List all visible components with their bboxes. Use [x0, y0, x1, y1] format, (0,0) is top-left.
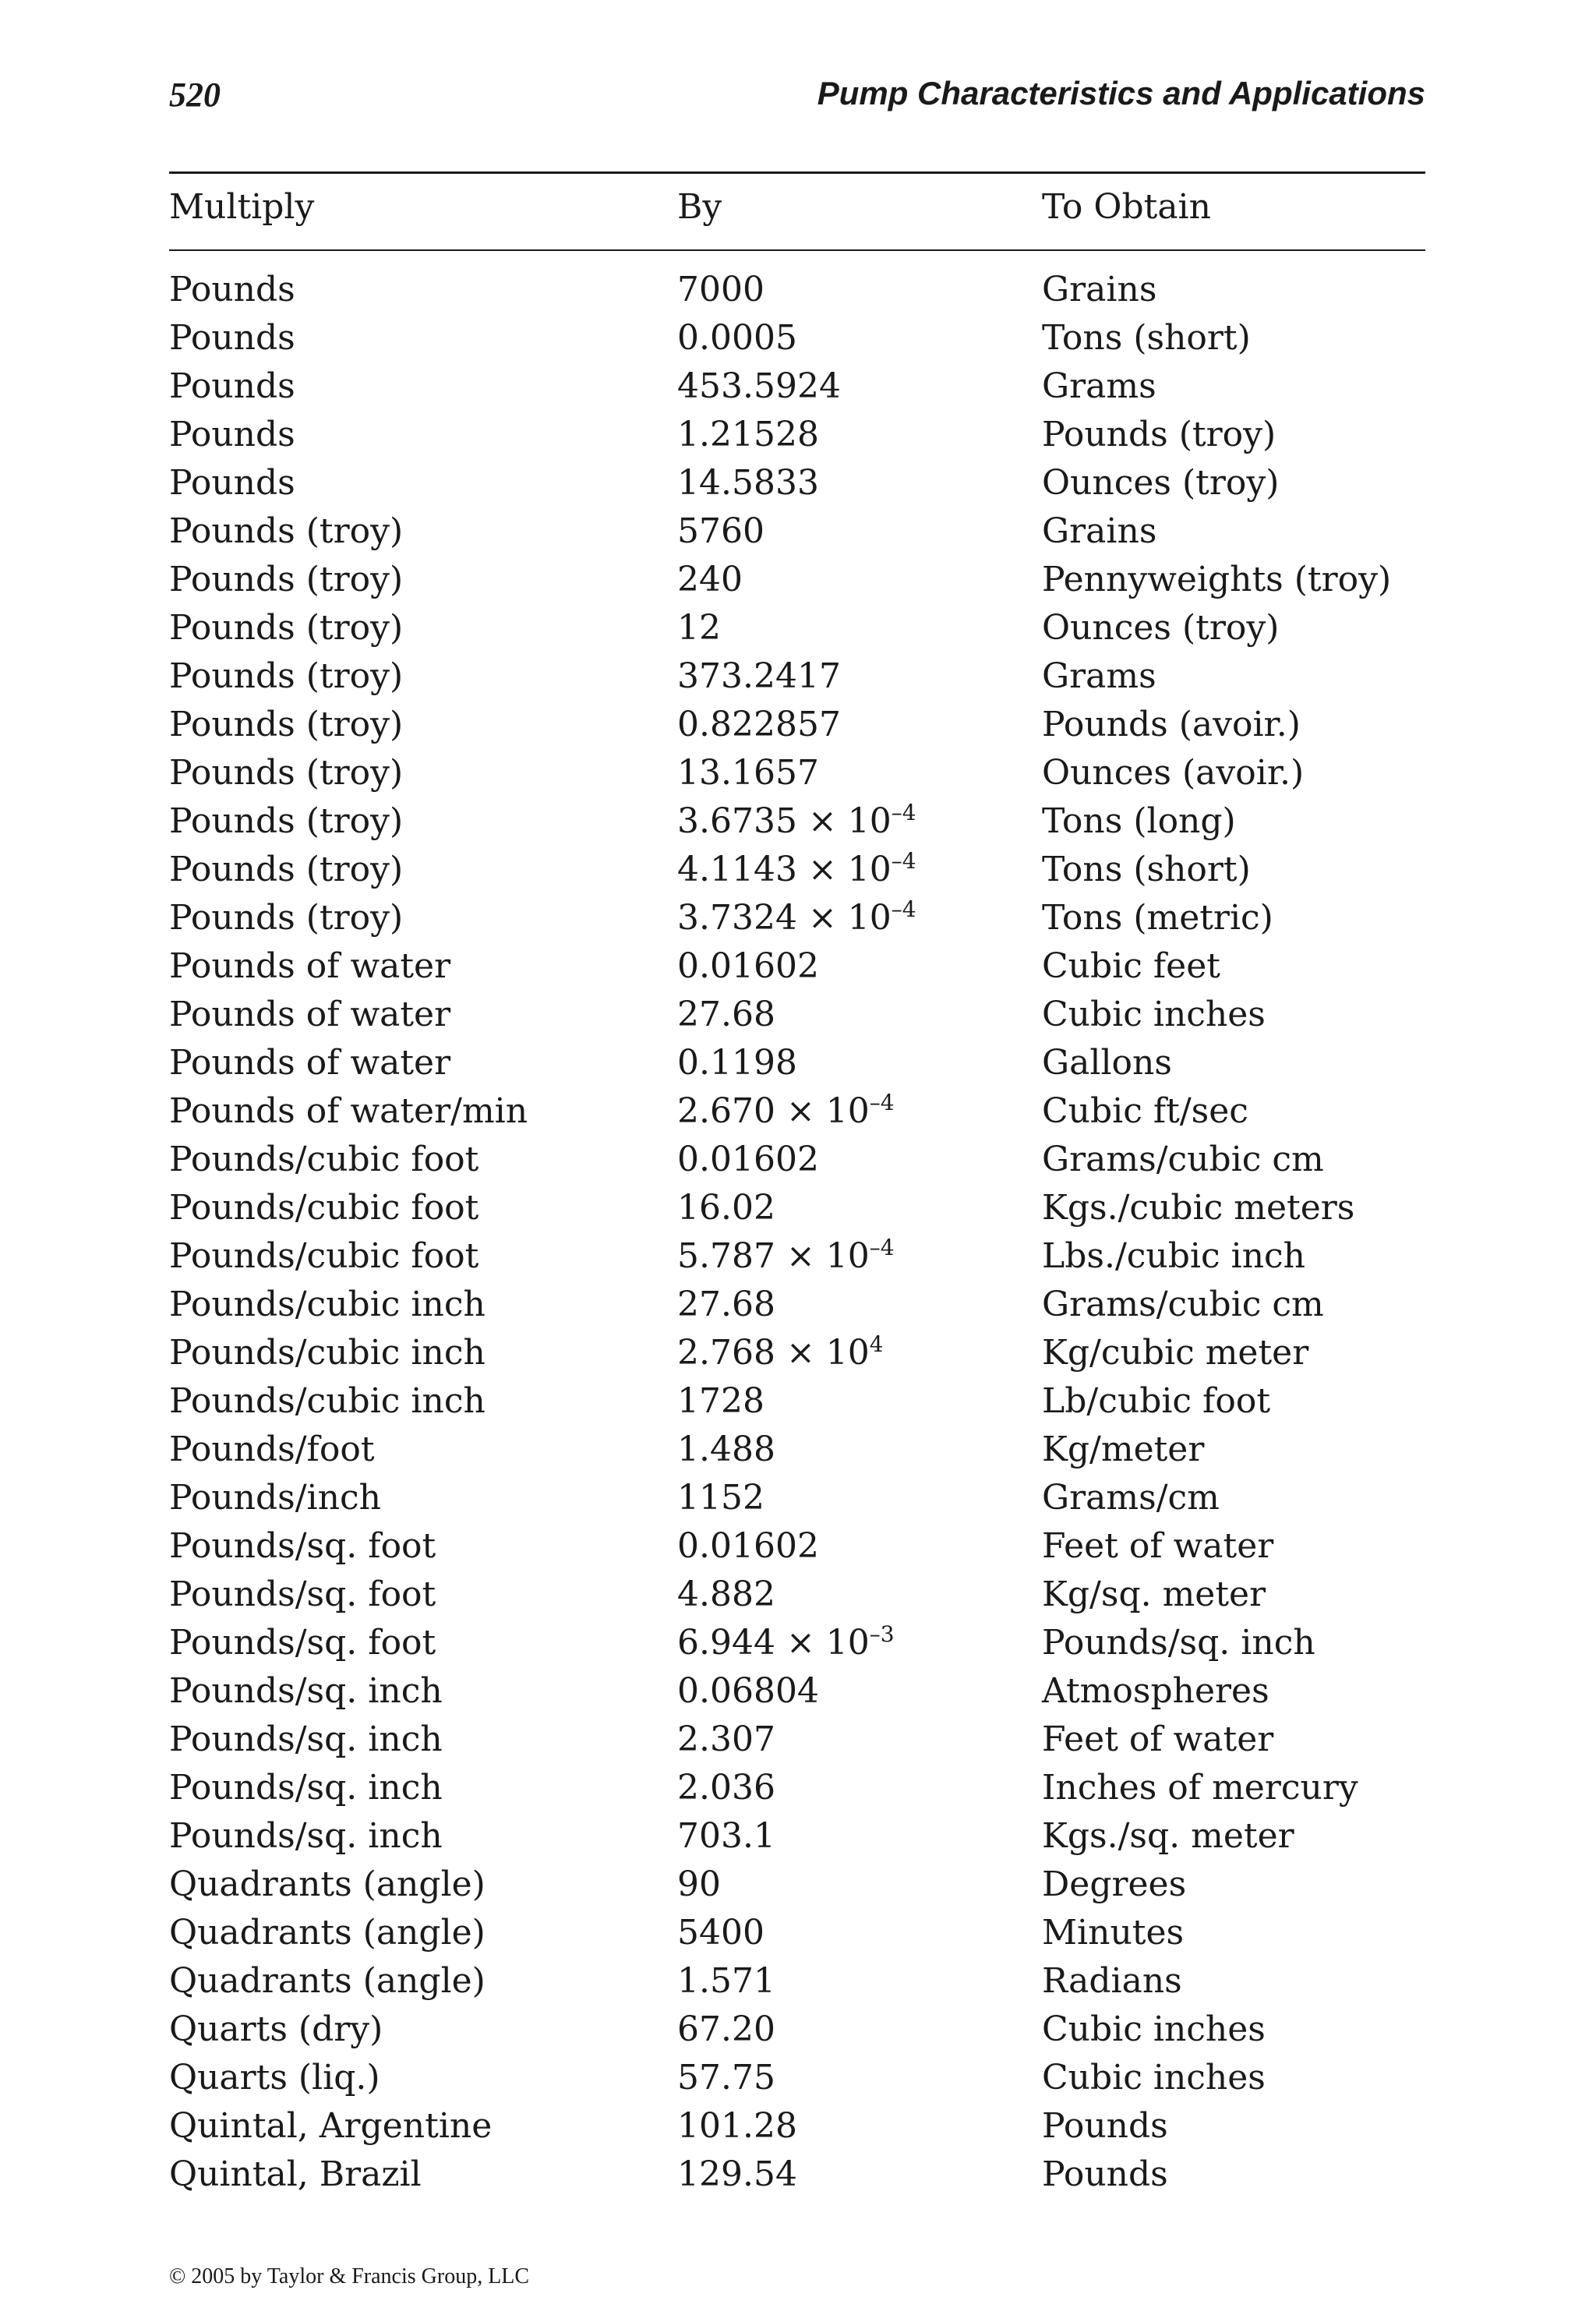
- cell-multiply: Pounds (troy): [169, 656, 404, 696]
- page-header: [169, 75, 1425, 122]
- cell-by: [677, 2151, 797, 2199]
- table-row: [169, 1426, 1425, 1474]
- table-row: [169, 556, 1425, 604]
- table-row: [169, 701, 1425, 749]
- cell-by-value: 4.1143 × 10: [677, 850, 892, 889]
- cell-by: [677, 894, 916, 946]
- cell-by-value: 373.2417: [677, 656, 841, 696]
- cell-by: [677, 2102, 797, 2151]
- cell-multiply: Pounds (troy): [169, 898, 404, 938]
- cell-to-obtain: Pounds/sq. inch: [1042, 1623, 1315, 1663]
- cell-to-obtain: Pounds (troy): [1042, 415, 1276, 454]
- cell-to-obtain: Cubic inches: [1042, 995, 1266, 1034]
- cell-by: [677, 1716, 775, 1764]
- cell-to-obtain: Tons (long): [1042, 801, 1236, 841]
- cell-by: [677, 1136, 819, 1184]
- table-row: [169, 1474, 1425, 1522]
- cell-to-obtain: Pounds: [1042, 2106, 1168, 2146]
- cell-multiply: Pounds/cubic foot: [169, 1188, 479, 1228]
- table-row: [169, 1184, 1425, 1232]
- cell-by-value: 5.787 × 10: [677, 1236, 870, 1276]
- cell-to-obtain: Grams: [1042, 366, 1156, 406]
- column-header-by: By: [677, 187, 722, 227]
- cell-multiply: Pounds/cubic inch: [169, 1381, 486, 1421]
- column-header-to-obtain: To Obtain: [1042, 187, 1211, 227]
- cell-by: [677, 2054, 775, 2102]
- table-row: [169, 459, 1425, 507]
- cell-multiply: Pounds: [169, 415, 295, 454]
- table-row: [169, 314, 1425, 362]
- cell-by-exponent: 4: [869, 1331, 884, 1357]
- cell-multiply: Quarts (liq.): [169, 2058, 380, 2098]
- cell-to-obtain: Gallons: [1042, 1043, 1172, 1083]
- table-row: [169, 797, 1425, 846]
- cell-by-exponent: –4: [891, 848, 916, 874]
- cell-multiply: Pounds (troy): [169, 705, 404, 744]
- cell-to-obtain: Tons (short): [1042, 850, 1251, 889]
- cell-by: [677, 314, 797, 362]
- cell-by: [677, 266, 764, 314]
- running-title: Pump Characteristics and Applications: [817, 75, 1425, 111]
- cell-by: [677, 1329, 884, 1381]
- cell-by-value: 2.670 × 10: [677, 1091, 870, 1131]
- cell-multiply: Pounds/sq. foot: [169, 1526, 436, 1566]
- cell-by: [677, 1957, 775, 2006]
- cell-multiply: Quarts (dry): [169, 2009, 383, 2049]
- table-row: [169, 362, 1425, 411]
- cell-by: [677, 652, 841, 701]
- cell-by-value: 13.1657: [677, 753, 819, 793]
- cell-by: [677, 942, 819, 991]
- cell-multiply: Quadrants (angle): [169, 1913, 486, 1953]
- cell-multiply: Pounds/cubic inch: [169, 1333, 486, 1373]
- cell-to-obtain: Ounces (avoir.): [1042, 753, 1305, 793]
- cell-by: [677, 362, 841, 411]
- cell-by-value: 0.01602: [677, 1526, 819, 1566]
- cell-by-value: 0.1198: [677, 1043, 797, 1083]
- cell-to-obtain: Grams: [1042, 656, 1156, 696]
- table-row: [169, 266, 1425, 314]
- cell-multiply: Pounds/cubic foot: [169, 1140, 479, 1179]
- cell-multiply: Pounds (troy): [169, 850, 404, 889]
- cell-to-obtain: Inches of mercury: [1042, 1768, 1358, 1808]
- cell-by: [677, 1812, 775, 1861]
- cell-by-value: 1.488: [677, 1430, 775, 1469]
- cell-multiply: Quadrants (angle): [169, 1864, 486, 1904]
- table-row: [169, 846, 1425, 894]
- cell-by: [677, 1571, 775, 1619]
- table-row: [169, 1232, 1425, 1281]
- cell-by-value: 4.882: [677, 1575, 775, 1614]
- copyright-footer: © 2005 by Taylor & Francis Group, LLC: [169, 2264, 530, 2288]
- cell-to-obtain: Grams/cubic cm: [1042, 1285, 1324, 1324]
- table-row: [169, 1861, 1425, 1909]
- cell-multiply: Pounds of water: [169, 995, 451, 1034]
- cell-by-exponent: –4: [869, 1235, 895, 1260]
- cell-by-value: 3.7324 × 10: [677, 898, 892, 938]
- cell-to-obtain: Cubic feet: [1042, 946, 1220, 986]
- table-row: [169, 1667, 1425, 1716]
- cell-to-obtain: Tons (metric): [1042, 898, 1273, 938]
- cell-by: [677, 1232, 895, 1285]
- cell-by-value: 0.06804: [677, 1671, 819, 1711]
- cell-by-value: 27.68: [677, 995, 775, 1034]
- cell-to-obtain: Ounces (troy): [1042, 608, 1280, 648]
- cell-by-value: 101.28: [677, 2106, 797, 2146]
- cell-by: [677, 1667, 819, 1716]
- cell-multiply: Pounds of water: [169, 946, 451, 986]
- table-row: [169, 2006, 1425, 2054]
- cell-multiply: Pounds/sq. foot: [169, 1623, 436, 1663]
- cell-by: [677, 749, 819, 797]
- cell-by-value: 1.21528: [677, 415, 819, 454]
- table-row: [169, 1136, 1425, 1184]
- cell-by-value: 1728: [677, 1381, 764, 1421]
- cell-multiply: Pounds (troy): [169, 801, 404, 841]
- cell-multiply: Pounds/sq. inch: [169, 1719, 443, 1759]
- cell-by: [677, 1861, 721, 1909]
- cell-multiply: Pounds: [169, 463, 295, 503]
- cell-multiply: Quintal, Argentine: [169, 2106, 493, 2146]
- cell-by: [677, 459, 819, 507]
- table-row: [169, 2151, 1425, 2199]
- table-row: [169, 1812, 1425, 1861]
- page-number: 520: [169, 76, 221, 114]
- cell-multiply: Pounds/foot: [169, 1430, 375, 1469]
- cell-by-value: 90: [677, 1864, 721, 1904]
- cell-by-value: 0.822857: [677, 705, 841, 744]
- cell-multiply: Pounds/sq. inch: [169, 1768, 443, 1808]
- cell-by-exponent: –4: [891, 800, 916, 825]
- table-row: [169, 1039, 1425, 1087]
- cell-multiply: Pounds (troy): [169, 608, 404, 648]
- cell-multiply: Pounds/inch: [169, 1478, 381, 1518]
- cell-by: [677, 1184, 775, 1232]
- cell-multiply: Pounds: [169, 366, 295, 406]
- table-row: [169, 1087, 1425, 1136]
- cell-multiply: Pounds: [169, 318, 295, 358]
- table-row: [169, 2102, 1425, 2151]
- cell-by-value: 3.6735 × 10: [677, 801, 892, 841]
- cell-to-obtain: Kgs./sq. meter: [1042, 1816, 1294, 1856]
- cell-by: [677, 507, 764, 556]
- table-row: [169, 1522, 1425, 1571]
- cell-by: [677, 1764, 775, 1812]
- cell-by: [677, 1377, 764, 1426]
- cell-by: [677, 1619, 895, 1671]
- cell-to-obtain: Tons (short): [1042, 318, 1251, 358]
- cell-by-value: 2.307: [677, 1719, 775, 1759]
- cell-multiply: Pounds of water/min: [169, 1091, 528, 1131]
- table-row: [169, 1281, 1425, 1329]
- cell-to-obtain: Cubic inches: [1042, 2058, 1266, 2098]
- cell-to-obtain: Grains: [1042, 511, 1157, 551]
- table-row: [169, 652, 1425, 701]
- cell-by: [677, 1281, 775, 1329]
- cell-multiply: Pounds/sq. foot: [169, 1575, 436, 1614]
- cell-by-value: 27.68: [677, 1285, 775, 1324]
- cell-to-obtain: Degrees: [1042, 1864, 1187, 1904]
- cell-to-obtain: Pounds: [1042, 2154, 1168, 2194]
- cell-by: [677, 604, 721, 652]
- cell-by-value: 129.54: [677, 2154, 797, 2194]
- cell-by: [677, 701, 841, 749]
- cell-by-value: 16.02: [677, 1188, 775, 1228]
- cell-by-value: 1152: [677, 1478, 764, 1518]
- cell-to-obtain: Cubic ft/sec: [1042, 1091, 1248, 1131]
- table-row: [169, 991, 1425, 1039]
- cell-by: [677, 411, 819, 459]
- table-row: [169, 1957, 1425, 2006]
- table-row: [169, 1764, 1425, 1812]
- cell-by: [677, 1426, 775, 1474]
- table-row: [169, 411, 1425, 459]
- cell-multiply: Pounds/cubic foot: [169, 1236, 479, 1276]
- cell-multiply: Quintal, Brazil: [169, 2154, 422, 2194]
- table-row: [169, 1329, 1425, 1377]
- cell-multiply: Pounds/cubic inch: [169, 1285, 486, 1324]
- cell-by-exponent: –4: [891, 896, 916, 922]
- cell-by-value: 5400: [677, 1913, 764, 1953]
- table-body: [169, 266, 1425, 2199]
- cell-by: [677, 1039, 797, 1087]
- cell-by: [677, 2006, 775, 2054]
- cell-to-obtain: Feet of water: [1042, 1719, 1274, 1759]
- cell-by-value: 0.0005: [677, 318, 797, 358]
- table-row: [169, 749, 1425, 797]
- table-row: [169, 1571, 1425, 1619]
- cell-by: [677, 991, 775, 1039]
- cell-to-obtain: Kg/cubic meter: [1042, 1333, 1309, 1373]
- cell-by-value: 12: [677, 608, 721, 648]
- cell-multiply: Pounds/sq. inch: [169, 1671, 443, 1711]
- table-row: [169, 2054, 1425, 2102]
- cell-by-value: 6.944 × 10: [677, 1623, 870, 1663]
- cell-by-value: 14.5833: [677, 463, 819, 503]
- table-header: [169, 187, 1425, 242]
- cell-by: [677, 1474, 764, 1522]
- cell-multiply: Pounds (troy): [169, 560, 404, 599]
- cell-by: [677, 1909, 764, 1957]
- cell-by-value: 240: [677, 560, 743, 599]
- cell-by: [677, 1522, 819, 1571]
- table-row: [169, 1619, 1425, 1667]
- cell-multiply: Pounds: [169, 270, 295, 309]
- cell-to-obtain: Grams/cm: [1042, 1478, 1220, 1518]
- cell-by-value: 67.20: [677, 2009, 775, 2049]
- cell-to-obtain: Feet of water: [1042, 1526, 1274, 1566]
- cell-multiply: Pounds of water: [169, 1043, 451, 1083]
- cell-to-obtain: Kg/meter: [1042, 1430, 1205, 1469]
- cell-by: [677, 1087, 895, 1140]
- cell-by-value: 0.01602: [677, 1140, 819, 1179]
- cell-to-obtain: Cubic inches: [1042, 2009, 1266, 2049]
- table-top-rule: [169, 171, 1425, 174]
- cell-by: [677, 556, 743, 604]
- cell-by: [677, 846, 916, 898]
- cell-by-value: 57.75: [677, 2058, 775, 2098]
- cell-by: [677, 797, 916, 850]
- cell-to-obtain: Radians: [1042, 1961, 1182, 2001]
- cell-to-obtain: Kg/sq. meter: [1042, 1575, 1266, 1614]
- cell-by-value: 5760: [677, 511, 764, 551]
- cell-to-obtain: Kgs./cubic meters: [1042, 1188, 1355, 1228]
- cell-multiply: Pounds/sq. inch: [169, 1816, 443, 1856]
- cell-by-value: 2.768 × 10: [677, 1333, 870, 1373]
- cell-to-obtain: Minutes: [1042, 1913, 1185, 1953]
- cell-by-value: 0.01602: [677, 946, 819, 986]
- cell-by-value: 703.1: [677, 1816, 775, 1856]
- cell-by-value: 453.5924: [677, 366, 841, 406]
- cell-by-value: 7000: [677, 270, 764, 309]
- cell-to-obtain: Atmospheres: [1042, 1671, 1269, 1711]
- table-row: [169, 1377, 1425, 1426]
- cell-to-obtain: Pounds (avoir.): [1042, 705, 1301, 744]
- cell-to-obtain: Ounces (troy): [1042, 463, 1280, 503]
- table-row: [169, 507, 1425, 556]
- cell-multiply: Quadrants (angle): [169, 1961, 486, 2001]
- cell-multiply: Pounds (troy): [169, 511, 404, 551]
- table-row: [169, 604, 1425, 652]
- cell-to-obtain: Grains: [1042, 270, 1157, 309]
- column-header-multiply: Multiply: [169, 187, 315, 227]
- table-header-rule: [169, 249, 1425, 251]
- cell-by-exponent: –4: [869, 1090, 895, 1115]
- cell-by-exponent: –3: [869, 1621, 895, 1647]
- table-row: [169, 894, 1425, 942]
- cell-by-value: 1.571: [677, 1961, 775, 2001]
- table-row: [169, 1909, 1425, 1957]
- cell-to-obtain: Lbs./cubic inch: [1042, 1236, 1306, 1276]
- table-row: [169, 1716, 1425, 1764]
- cell-to-obtain: Pennyweights (troy): [1042, 560, 1392, 599]
- cell-multiply: Pounds (troy): [169, 753, 404, 793]
- cell-by-value: 2.036: [677, 1768, 775, 1808]
- cell-to-obtain: Lb/cubic foot: [1042, 1381, 1271, 1421]
- table-row: [169, 942, 1425, 991]
- cell-to-obtain: Grams/cubic cm: [1042, 1140, 1324, 1179]
